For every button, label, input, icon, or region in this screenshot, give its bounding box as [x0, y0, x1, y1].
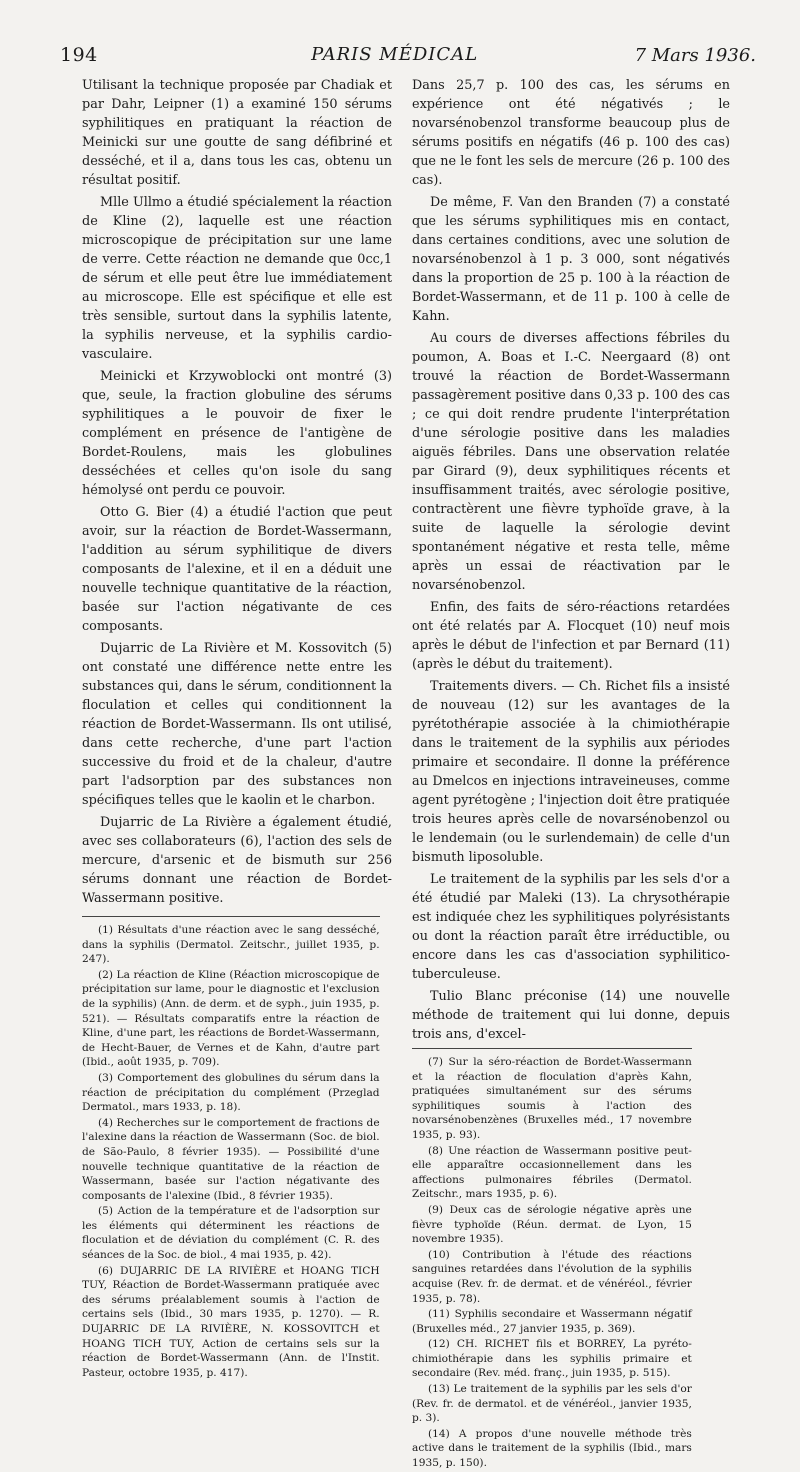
left-column	[82, 76, 392, 1381]
footnote: (11) Syphilis secondaire et Wassermann négatif (Bruxelles méd., 27 janvier 1935, p. 369).	[412, 1308, 692, 1335]
footnote: (8) Une réaction de Wassermann positive peut-elle apparaître occasionnellement dans les affections pulmonaires fébriles (Dermatol. Zeitschr., mars 1935, p. 6).	[412, 1144, 692, 1201]
paragraph: Le traitement de la syphilis par les sels d'or a été étudié par Maleki (13). La chrysothérapie est indiquée chez les syphilitiques polyrésistants ou dont la réaction paraît être irréductible, ou encore dans les cas d'association syphilitico-tuberculeuse.	[412, 872, 730, 982]
footnote: (2) La réaction de Kline (Réaction microscopique de précipitation sur lame, pour le diagnostic et l'exclusion de la syphilis) (Ann. de derm. et de syph., juin 1935, p. 521). — Résultats comparatifs entre la réaction de Kline, d'une part, les réactions de Bordet-Wassermann, de Hecht-Bauer, de Vernes et de Kahn, d'autre part (Ibid., août 1935, p. 709).	[82, 968, 380, 1069]
paragraph: Dans 25,7 p. 100 des cas, les sérums en expérience ont été négativés ; le novarsénobenzol transforme beaucoup plus de sérums positifs en négatifs (46 p. 100 des cas) que ne le font les sels de mercure (26 p. 100 des cas).	[412, 78, 730, 188]
footnote: (10) Contribution à l'étude des réactions sanguines retardées dans l'évolution de la syphilis acquise (Rev. fr. de dermat. et de vénéréol., février 1935, p. 78).	[412, 1248, 692, 1305]
journal-title: PARIS MÉDICAL	[311, 44, 479, 65]
footnote: (9) Deux cas de sérologie négative après une fièvre typhoïde (Réun. dermat. de Lyon, 15 novembre 1935).	[412, 1203, 692, 1246]
paragraph: Utilisant la technique proposée par Chadiak et par Dahr, Leipner (1) a examiné 150 sérums syphilitiques en pratiquant la réaction de Meinicki sur une goutte de sang défibriné et desséché, et il a, dans tous les cas, obtenu un résultat positif.	[82, 78, 392, 188]
footnote: (6) DUJARRIC DE LA RIVIÈRE et HOANG TICH TUY, Réaction de Bordet-Wassermann pratiquée avec des sérums préalablement soumis à l'action de certains sels (Ibid., 30 mars 1935, p. 1270). — R. DUJARRIC DE LA RIVIÈRE, N. KOSSOVITCH et HOANG TICH TUY, Action de certains sels sur la réaction de Bordet-Wassermann (Ann. de l'Instit. Pasteur, octobre 1935, p. 417).	[82, 1264, 380, 1379]
page-header	[60, 44, 756, 68]
paragraph: Mlle Ullmo a étudié spécialement la réaction de Kline (2), laquelle est une réaction microscopique de précipitation sur une lame de verre. Cette réaction ne demande que 0cc,1 de sérum et elle peut être lue immédiatement au microscope. Elle est spécifique et elle est très sensible, surtout dans la syphilis latente, la syphilis nerveuse, et la syphilis cardio-vasculaire.	[82, 195, 392, 362]
paragraph: Meinicki et Krzywoblocki ont montré (3) que, seule, la fraction globuline des sérums syphilitiques a le pouvoir de fixer le complément en présence de l'antigène de Bordet-Roulens, mais les globulines desséchées et celles qu'on isole du sang hémolysé ont perdu ce pouvoir.	[82, 369, 392, 498]
paragraph: Au cours de diverses affections fébriles du poumon, A. Boas et I.-C. Neergaard (8) ont trouvé la réaction de Bordet-Wassermann passagèrement positive dans 0,33 p. 100 des cas ; ce qui doit rendre prudente l'interprétation d'une sérologie positive dans les maladies aiguës fébriles. Dans une observation relatée par Girard (9), deux syphilitiques récents et insuffisamment traités, avec sérologie positive, contractèrent une fièvre typhoïde grave, à la suite de laquelle la sérologie devint spontanément négative et resta telle, même après un essai de réactivation par le novarsénobenzol.	[412, 331, 730, 593]
paragraph: Otto G. Bier (4) a étudié l'action que peut avoir, sur la réaction de Bordet-Wassermann, l'addition au sérum syphilitique de divers composants de l'alexine, et il en a déduit une nouvelle technique quantitative de la réaction, basée sur l'action négativante de ces composants.	[82, 505, 392, 634]
paragraph: Traitements divers. — Ch. Richet fils a insisté de nouveau (12) sur les avantages de la pyrétothérapie associée à la chimiothérapie dans le traitement de la syphilis aux périodes primaire et secondaire. Il donne la préférence au Dmelcos en injections intraveineuses, comme agent pyrétogène ; l'injection doit être pratiquée trois heures après celle de novarsénobenzol ou le lendemain (ou le surlendemain) de celle d'un bismuth liposoluble.	[412, 679, 730, 865]
footnote: (1) Résultats d'une réaction avec le sang desséché, dans la syphilis (Dermatol. Zeitschr., juillet 1935, p. 247).	[82, 924, 380, 966]
footnotes	[82, 916, 380, 1380]
page-number: 194	[60, 44, 98, 66]
paragraph: Tulio Blanc préconise (14) une nouvelle méthode de traitement qui lui donne, depuis trois ans, d'excel-	[412, 989, 730, 1042]
issue-date: 7 Mars 1936.	[634, 45, 756, 66]
footnote: (7) Sur la séro-réaction de Bordet-Wassermann et la réaction de floculation d'après Kahn, pratiquées simultanément sur des sérums syphilitiques soumis à l'action des novarsénobenzènes (Bruxelles méd., 17 novembre 1935, p. 93).	[412, 1056, 692, 1141]
footnote: (14) A propos d'une nouvelle méthode très active dans le traitement de la syphilis (Ibid., mars 1935, p. 150).	[412, 1427, 692, 1470]
footnotes	[412, 1048, 692, 1471]
right-column	[412, 76, 730, 1472]
footnote: (5) Action de la température et de l'adsorption sur les éléments qui déterminent les réactions de floculation et de déviation du complément (C. R. des séances de la Soc. de biol., 4 mai 1935, p. 42).	[82, 1205, 380, 1262]
footnote: (4) Recherches sur le comportement de fractions de l'alexine dans la réaction de Wassermann (Soc. de biol. de São-Paulo, 8 février 1935). — Possibilité d'une nouvelle technique quantitative de la réaction de Wassermann, basée sur l'action négativante des composants de l'alexine (Ibid., 8 février 1935).	[82, 1116, 380, 1202]
footnote: (3) Comportement des globulines du sérum dans la réaction de précipitation du complément (Przeglad Dermatol., mars 1933, p. 18).	[82, 1071, 380, 1114]
paragraph: Dujarric de La Rivière et M. Kossovitch (5) ont constaté une différence nette entre les substances qui, dans le sérum, conditionnent la floculation et celles qui conditionnent la réaction de Bordet-Wassermann. Ils ont utilisé, dans cette recherche, d'une part l'action successive du froid et de la chaleur, d'autre part l'adsorption par des substances non spécifiques telles que le kaolin et le charbon.	[82, 641, 392, 808]
footnote: (12) CH. RICHET fils et BORREY, La pyréto-chimiothérapie dans les syphilis primaire et secondaire (Rev. méd. franç., juin 1935, p. 515).	[412, 1338, 692, 1380]
paragraph: De même, F. Van den Branden (7) a constaté que les sérums syphilitiques mis en contact, dans certaines conditions, avec une solution de novarsénobenzol à 1 p. 3 000, sont négativés dans la proportion de 25 p. 100 à la réaction de Bordet-Wassermann, et de 11 p. 100 à celle de Kahn.	[412, 195, 730, 324]
footnote: (13) Le traitement de la syphilis par les sels d'or (Rev. fr. de dermatol. et de vénéréol., janvier 1935, p. 3).	[412, 1383, 692, 1425]
paragraph: Dujarric de La Rivière a également étudié, avec ses collaborateurs (6), l'action des sels de mercure, d'arsenic et de bismuth sur 256 sérums donnant une réaction de Bordet-Wassermann positive.	[82, 815, 392, 906]
paragraph: Enfin, des faits de séro-réactions retardées ont été relatés par A. Flocquet (10) neuf mois après le début de l'infection et par Bernard (11) (après le début du traitement).	[412, 600, 730, 672]
